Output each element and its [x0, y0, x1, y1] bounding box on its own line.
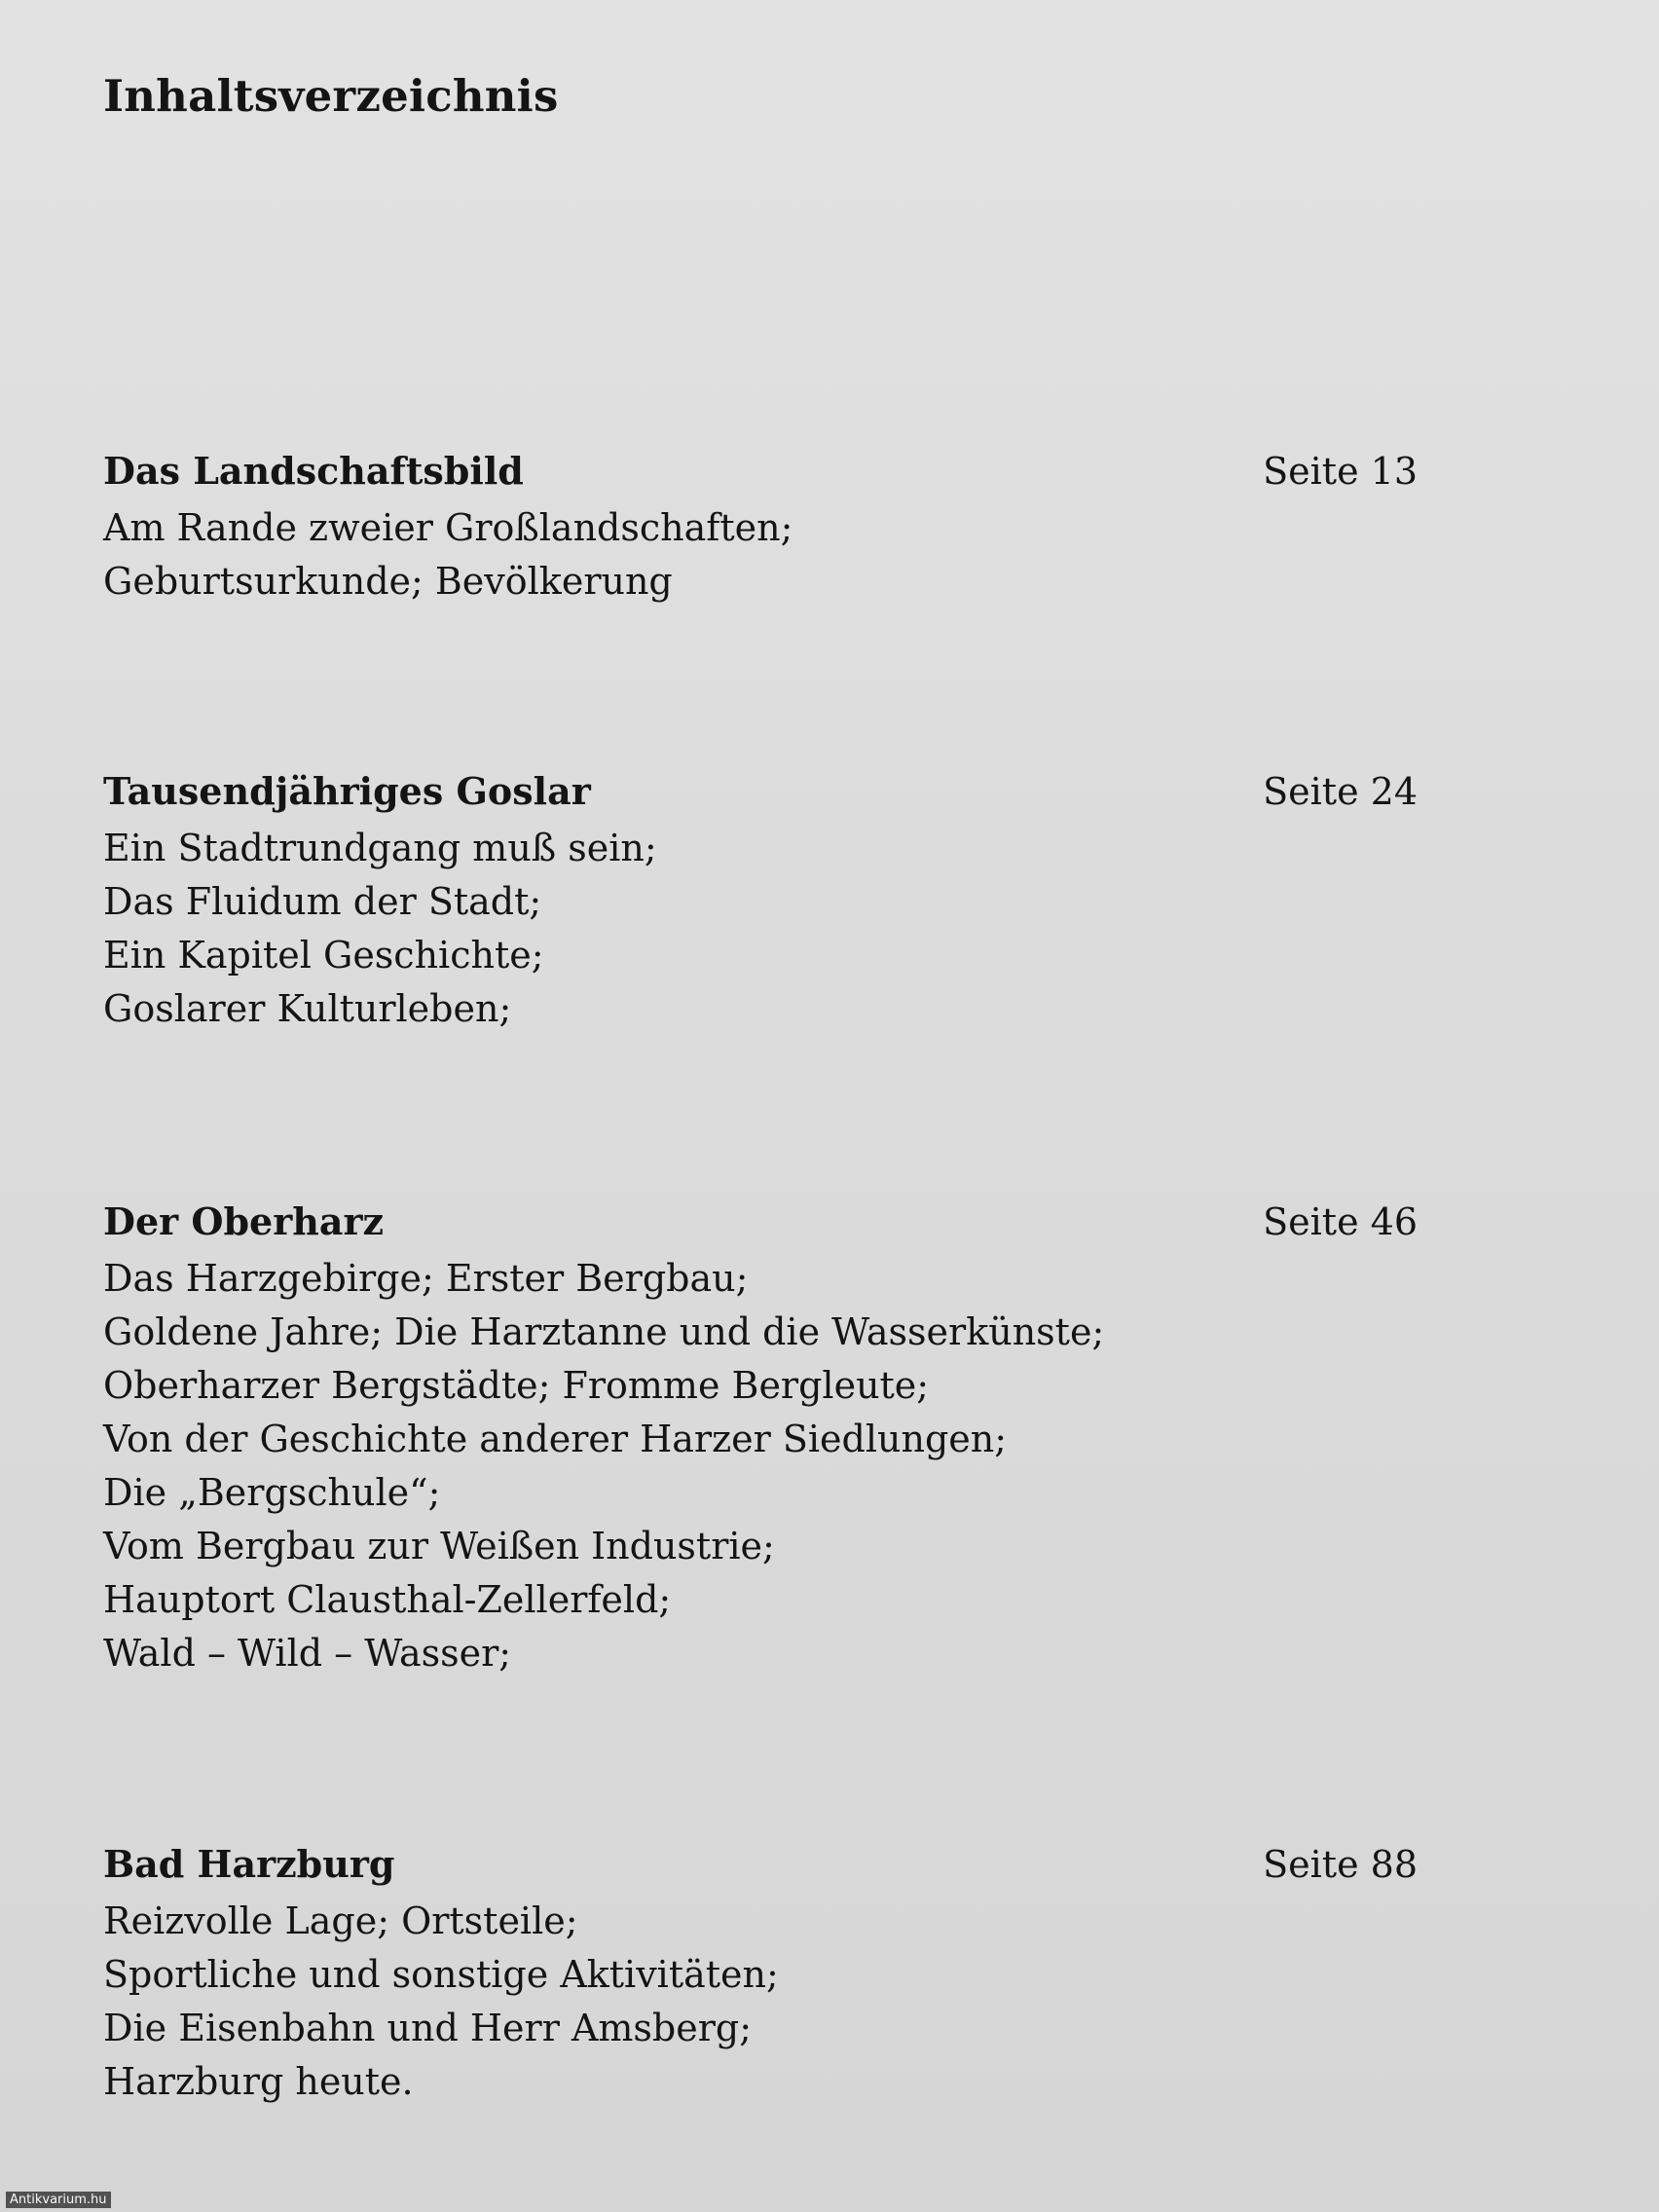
section-line: Goldene Jahre; Die Harztanne und die Wasserkünste; — [103, 1310, 1105, 1353]
section-line: Reizvolle Lage; Ortsteile; — [103, 1899, 578, 1942]
section-line: Harzburg heute. — [103, 2060, 414, 2103]
section-title: Der Oberharz — [103, 1199, 385, 1243]
section-line: Ein Kapitel Geschichte; — [103, 934, 544, 977]
section-header — [103, 763, 1418, 820]
section-line: Sportliche und sonstige Aktivitäten; — [103, 1953, 779, 1996]
section-line: Das Fluidum der Stadt; — [103, 880, 542, 923]
section-line: Geburtsurkunde; Bevölkerung — [103, 560, 673, 603]
section-line: Am Rande zweier Großlandschaften; — [103, 506, 793, 549]
section-lines — [103, 501, 1418, 608]
section-line: Vom Bergbau zur Weißen Industrie; — [103, 1525, 775, 1567]
section-lines — [103, 822, 1418, 1036]
toc-section-oberharz — [103, 1194, 1418, 1680]
section-title: Tausendjähriges Goslar — [103, 769, 591, 813]
toc-section-bad-harzburg — [103, 1836, 1418, 2109]
section-page-number: Seite 13 — [1263, 450, 1418, 493]
section-header — [103, 1194, 1418, 1250]
section-line: Wald – Wild – Wasser; — [103, 1632, 512, 1675]
watermark: Antikvarium.hu — [6, 2192, 111, 2208]
section-line: Oberharzer Bergstädte; Fromme Bergleute; — [103, 1364, 930, 1407]
section-line: Die Eisenbahn und Herr Amsberg; — [103, 2007, 753, 2049]
page-title: Inhaltsverzeichnis — [103, 70, 559, 122]
section-title: Bad Harzburg — [103, 1842, 395, 1886]
section-header — [103, 1836, 1418, 1893]
section-line: Ein Stadtrundgang muß sein; — [103, 827, 657, 869]
section-line: Hauptort Clausthal-Zellerfeld; — [103, 1578, 672, 1621]
section-page-number: Seite 24 — [1263, 770, 1418, 813]
section-line: Die „Bergschule“; — [103, 1471, 441, 1514]
section-line: Von der Geschichte anderer Harzer Siedlungen; — [103, 1418, 1008, 1460]
section-line: Das Harzgebirge; Erster Bergbau; — [103, 1257, 749, 1300]
section-page-number: Seite 46 — [1263, 1200, 1418, 1243]
section-lines — [103, 1252, 1418, 1680]
section-header — [103, 443, 1418, 499]
section-page-number: Seite 88 — [1263, 1843, 1418, 1886]
toc-section-landschaftsbild — [103, 443, 1418, 608]
section-title: Das Landschaftsbild — [103, 449, 524, 493]
section-line: Goslarer Kulturleben; — [103, 987, 512, 1030]
section-lines — [103, 1895, 1418, 2109]
toc-section-goslar — [103, 763, 1418, 1036]
